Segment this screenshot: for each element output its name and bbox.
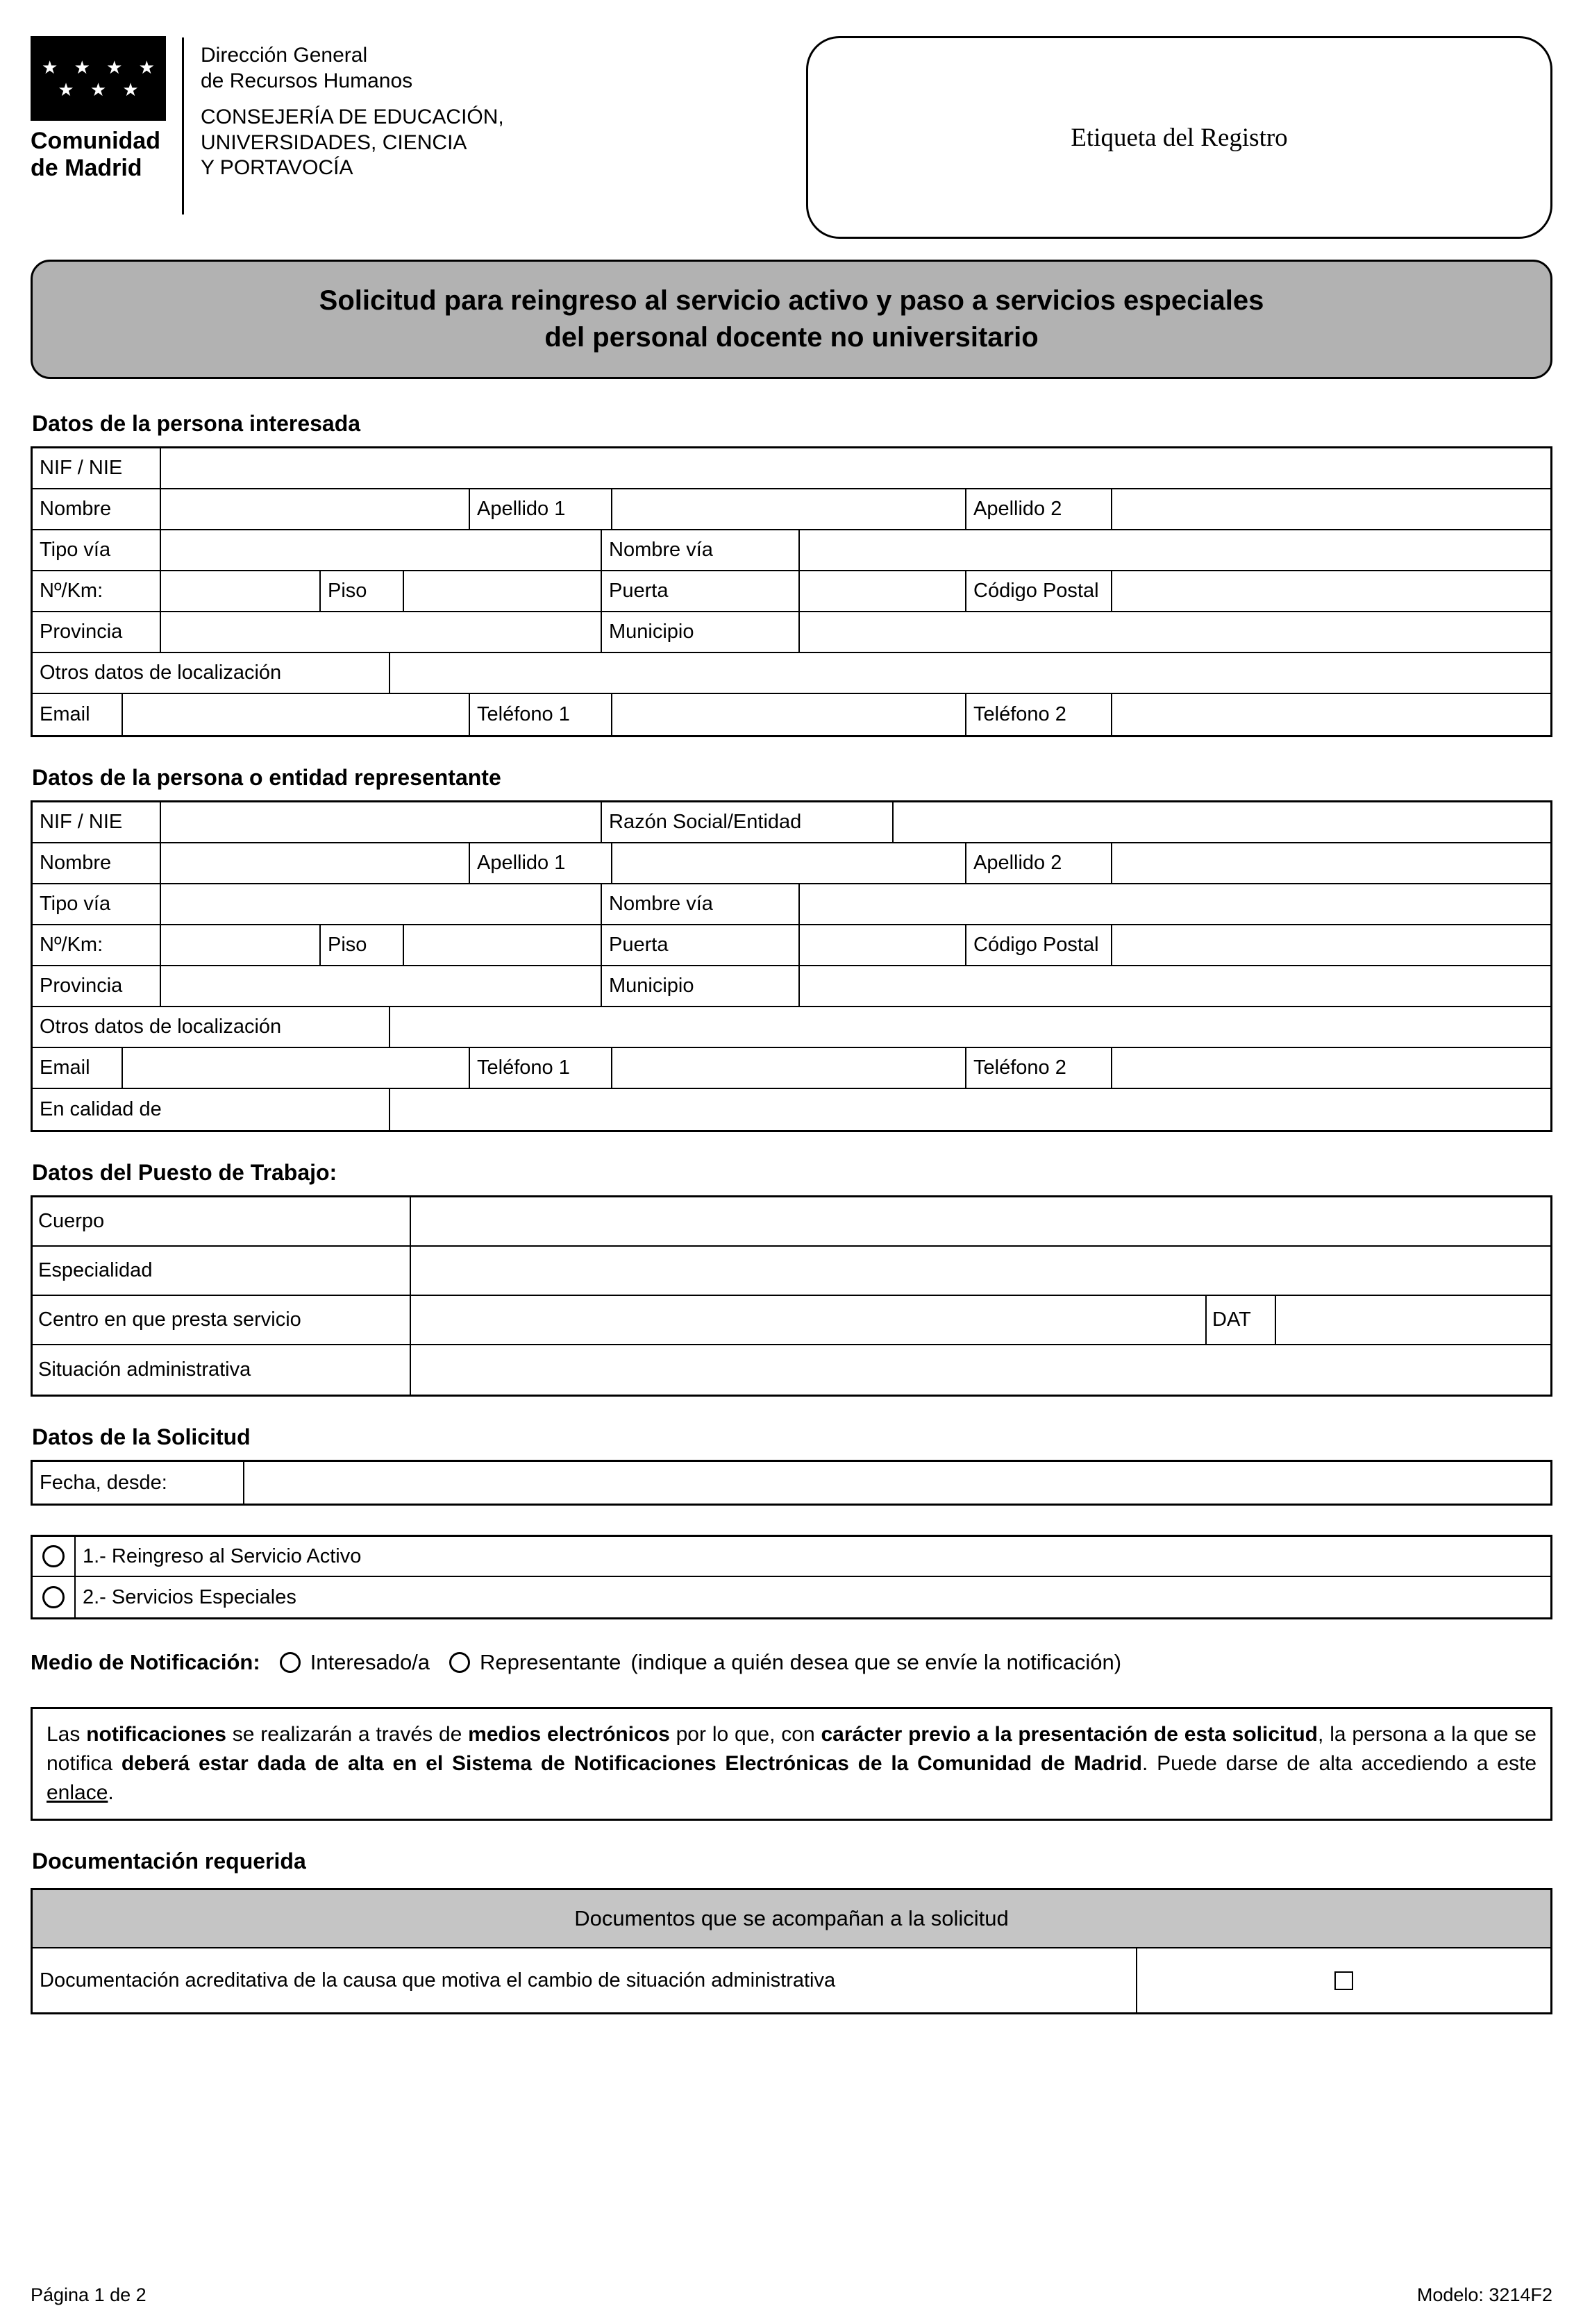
table-row	[33, 1462, 1550, 1504]
label-num-km: Nº/Km:	[33, 925, 161, 965]
option-label-reingreso: 1.- Reingreso al Servicio Activo	[83, 1544, 362, 1567]
table-row	[33, 448, 1550, 489]
aviso-text: Las	[47, 1723, 87, 1746]
field-municipio[interactable]	[800, 612, 1550, 652]
label-apellido1: Apellido 1	[470, 843, 612, 883]
fecha-table	[31, 1460, 1552, 1506]
field-otros-datos[interactable]	[390, 653, 1550, 693]
field-puerta[interactable]	[800, 571, 966, 611]
table-row	[33, 1048, 1550, 1089]
notificaciones-aviso-box	[31, 1707, 1552, 1821]
label-otros-datos: Otros datos de localización	[33, 1007, 390, 1047]
label-telefono1: Teléfono 1	[470, 1048, 612, 1088]
field-fecha-desde[interactable]	[244, 1462, 1550, 1504]
label-nombre-via: Nombre vía	[602, 530, 800, 570]
field-dat[interactable]	[1276, 1296, 1550, 1344]
label-puerta: Puerta	[602, 571, 800, 611]
radio-servicios-especiales[interactable]	[42, 1586, 65, 1608]
form-title-bar	[31, 260, 1552, 379]
doc-table-header-row	[33, 1890, 1550, 1948]
radio-reingreso-servicio-activo[interactable]	[42, 1545, 65, 1567]
label-centro-servicio: Centro en que presta servicio	[33, 1296, 411, 1344]
field-email[interactable]	[123, 1048, 470, 1088]
label-email: Email	[33, 1048, 123, 1088]
label-dat: DAT	[1207, 1296, 1276, 1344]
registry-label-text: Etiqueta del Registro	[1071, 123, 1288, 152]
doc-table-row	[33, 1948, 1550, 2012]
logo-wordmark-line1: Comunidad	[31, 128, 160, 154]
aviso-text: se realizarán a través de	[226, 1723, 469, 1746]
label-en-calidad-de: En calidad de	[33, 1089, 390, 1130]
field-tipo-via[interactable]	[161, 530, 602, 570]
aviso-text-bold: carácter previo a la presentación de esta solicitud	[821, 1723, 1318, 1746]
field-apellido2[interactable]	[1112, 489, 1550, 529]
field-provincia[interactable]	[161, 966, 602, 1006]
form-title-line2: del personal docente no universitario	[544, 322, 1039, 353]
label-otros-datos: Otros datos de localización	[33, 653, 390, 693]
table-row	[33, 1197, 1550, 1247]
radio-representante[interactable]	[449, 1652, 470, 1673]
label-situacion-administrativa: Situación administrativa	[33, 1345, 411, 1395]
field-tipo-via[interactable]	[161, 884, 602, 924]
radio-interesado[interactable]	[280, 1652, 301, 1673]
table-row	[33, 612, 1550, 653]
comunidad-madrid-logo	[31, 36, 169, 182]
table-row	[33, 1089, 1550, 1130]
radio-cell	[33, 1537, 76, 1576]
field-telefono1[interactable]	[612, 1048, 966, 1088]
table-row	[33, 1007, 1550, 1048]
label-especialidad: Especialidad	[33, 1247, 411, 1295]
field-nombre-via[interactable]	[800, 884, 1550, 924]
option-row	[33, 1577, 1550, 1617]
medio-notificacion-row	[31, 1650, 1552, 1675]
field-apellido1[interactable]	[612, 489, 966, 529]
label-municipio: Municipio	[602, 966, 800, 1006]
table-row	[33, 1247, 1550, 1296]
field-codigo-postal[interactable]	[1112, 925, 1550, 965]
checkbox-documentacion-acreditativa[interactable]	[1334, 1971, 1353, 1990]
field-municipio[interactable]	[800, 966, 1550, 1006]
flag-stars-row1: ★ ★ ★ ★	[42, 57, 160, 78]
field-nombre[interactable]	[161, 489, 470, 529]
field-email[interactable]	[123, 694, 470, 735]
table-row	[33, 1296, 1550, 1345]
field-razon-social[interactable]	[894, 802, 1550, 842]
field-otros-datos[interactable]	[390, 1007, 1550, 1047]
department-block	[201, 36, 504, 181]
doc-check-cell	[1137, 1948, 1550, 2012]
option-row	[33, 1537, 1550, 1577]
field-num-km[interactable]	[161, 925, 321, 965]
dept-line4: UNIVERSIDADES, CIENCIA	[201, 130, 467, 154]
documentacion-table	[31, 1888, 1552, 2014]
label-codigo-postal: Código Postal	[966, 925, 1112, 965]
field-en-calidad-de[interactable]	[390, 1089, 1550, 1130]
form-title-line1: Solicitud para reingreso al servicio activo y paso a servicios especiales	[319, 285, 1264, 317]
table-row	[33, 489, 1550, 530]
interesada-table	[31, 446, 1552, 737]
header-divider	[182, 37, 184, 214]
solicitud-options-table	[31, 1535, 1552, 1619]
field-situacion-administrativa[interactable]	[411, 1345, 1550, 1395]
label-telefono1: Teléfono 1	[470, 694, 612, 735]
table-row	[33, 571, 1550, 612]
section-heading-solicitud: Datos de la Solicitud	[32, 1424, 251, 1449]
madrid-flag-icon	[31, 36, 166, 121]
dept-line2: de Recursos Humanos	[201, 69, 413, 92]
label-nif-nie: NIF / NIE	[33, 802, 161, 842]
aviso-text: . Puede darse de alta accediendo a este	[1141, 1752, 1537, 1775]
label-num-km: Nº/Km:	[33, 571, 161, 611]
label-piso: Piso	[321, 571, 404, 611]
table-row	[33, 653, 1550, 694]
dept-line1: Dirección General	[201, 44, 368, 67]
table-row	[33, 966, 1550, 1007]
field-puerta[interactable]	[800, 925, 966, 965]
field-centro-servicio[interactable]	[411, 1296, 1207, 1344]
label-nif-nie: NIF / NIE	[33, 448, 161, 488]
field-piso[interactable]	[404, 925, 602, 965]
label-apellido1: Apellido 1	[470, 489, 612, 529]
label-tipo-via: Tipo vía	[33, 530, 161, 570]
header	[31, 36, 1552, 239]
label-email: Email	[33, 694, 123, 735]
field-nombre[interactable]	[161, 843, 470, 883]
table-row	[33, 843, 1550, 884]
field-piso[interactable]	[404, 571, 602, 611]
aviso-text: , la persona a la que se notifica	[47, 1723, 1536, 1775]
enlace-link[interactable]: enlace	[47, 1781, 108, 1804]
field-telefono1[interactable]	[612, 694, 966, 735]
doc-table-header: Documentos que se acompañan a la solicitud	[574, 1906, 1009, 1930]
field-codigo-postal[interactable]	[1112, 571, 1550, 611]
field-especialidad[interactable]	[411, 1247, 1550, 1295]
field-nif-nie[interactable]	[161, 802, 602, 842]
field-telefono2[interactable]	[1112, 694, 1550, 735]
field-provincia[interactable]	[161, 612, 602, 652]
label-telefono2: Teléfono 2	[966, 1048, 1112, 1088]
section-heading-puesto: Datos del Puesto de Trabajo:	[32, 1160, 337, 1185]
table-row	[33, 925, 1550, 966]
representante-table	[31, 800, 1552, 1132]
aviso-text-bold: medios electrónicos	[468, 1723, 670, 1746]
label-nombre-via: Nombre vía	[602, 884, 800, 924]
label-puerta: Puerta	[602, 925, 800, 965]
table-row	[33, 694, 1550, 735]
page-footer	[31, 2284, 1552, 2306]
label-cuerpo: Cuerpo	[33, 1197, 411, 1245]
label-apellido2: Apellido 2	[966, 489, 1112, 529]
field-apellido2[interactable]	[1112, 843, 1550, 883]
doc-item-label: Documentación acreditativa de la causa que motiva el cambio de situación administrativa	[33, 1948, 1137, 2012]
dept-line3: CONSEJERÍA DE EDUCACIÓN,	[201, 106, 504, 129]
aviso-text-bold: deberá estar dada de alta en el Sistema de Notificaciones Electrónicas de la Comunidad de Madrid	[121, 1752, 1142, 1775]
label-nombre: Nombre	[33, 489, 161, 529]
field-nombre-via[interactable]	[800, 530, 1550, 570]
aviso-text: por lo que, con	[669, 1723, 821, 1746]
label-piso: Piso	[321, 925, 404, 965]
page-number: Página 1 de 2	[31, 2284, 146, 2305]
logo-wordmark	[31, 128, 169, 182]
label-municipio: Municipio	[602, 612, 800, 652]
flag-stars-row2: ★ ★ ★	[58, 79, 144, 100]
label-nombre: Nombre	[33, 843, 161, 883]
label-telefono2: Teléfono 2	[966, 694, 1112, 735]
section-heading-representante: Datos de la persona o entidad representante	[32, 765, 501, 790]
aviso-text: .	[108, 1781, 114, 1804]
logo-wordmark-line2: de Madrid	[31, 155, 142, 182]
notificacion-opcion-representante: Representante	[480, 1650, 621, 1674]
notificacion-nota: (indique a quién desea que se envíe la notificación)	[630, 1650, 1122, 1674]
label-provincia: Provincia	[33, 612, 161, 652]
field-nif-nie[interactable]	[161, 448, 1550, 488]
table-row	[33, 530, 1550, 571]
section-heading-documentacion: Documentación requerida	[32, 1849, 306, 1873]
label-tipo-via: Tipo vía	[33, 884, 161, 924]
aviso-text-bold: notificaciones	[86, 1723, 226, 1746]
registry-label-box	[806, 36, 1552, 239]
section-heading-interesada: Datos de la persona interesada	[32, 411, 361, 436]
table-row	[33, 1345, 1550, 1395]
notificacion-opcion-interesado: Interesado/a	[310, 1650, 430, 1674]
medio-notificacion-label: Medio de Notificación:	[31, 1650, 260, 1674]
radio-cell	[33, 1577, 76, 1617]
puesto-table	[31, 1195, 1552, 1397]
field-telefono2[interactable]	[1112, 1048, 1550, 1088]
label-fecha-desde: Fecha, desde:	[33, 1462, 244, 1504]
label-razon-social: Razón Social/Entidad	[602, 802, 894, 842]
field-num-km[interactable]	[161, 571, 321, 611]
model-number: Modelo: 3214F2	[1416, 2284, 1552, 2305]
field-apellido1[interactable]	[612, 843, 966, 883]
dept-line5: Y PORTAVOCÍA	[201, 156, 353, 180]
table-row	[33, 802, 1550, 843]
label-codigo-postal: Código Postal	[966, 571, 1112, 611]
label-provincia: Provincia	[33, 966, 161, 1006]
label-apellido2: Apellido 2	[966, 843, 1112, 883]
field-cuerpo[interactable]	[411, 1197, 1550, 1245]
option-label-servicios-especiales: 2.- Servicios Especiales	[83, 1585, 296, 1608]
table-row	[33, 884, 1550, 925]
